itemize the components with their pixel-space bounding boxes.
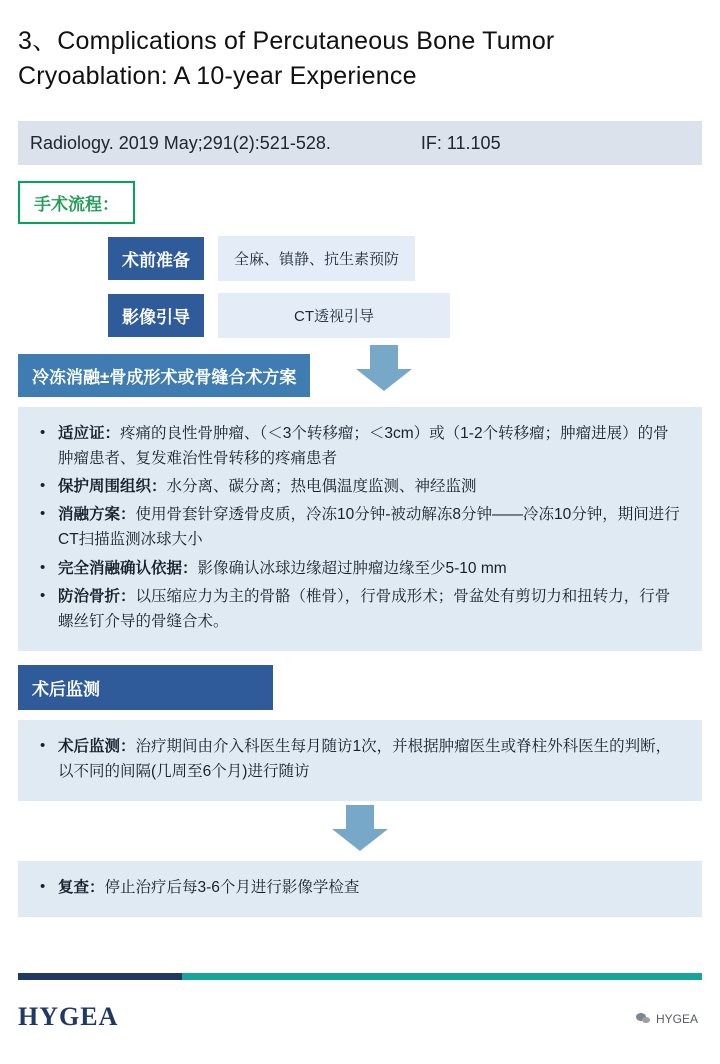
down-arrow-icon-2 [332,805,388,851]
ablation-section-header: 冷冻消融±骨成形术或骨缝合术方案 [18,354,310,397]
footer-divider-navy [18,973,182,980]
post-monitoring-box [18,720,702,801]
step-row-imaging [18,293,702,338]
bullet-term: 复查： [58,879,105,897]
page-title: 3、Complications of Percutaneous Bone Tumor Cryoablation: A 10-year Experience [18,27,555,90]
list-item [58,502,682,552]
bullet-text: 以压缩应力为主的骨骼（椎骨），行骨成形术；骨盆处有剪切力和扭转力，行骨螺丝钉介导的骨缝合术。 [58,587,671,630]
journal-citation-bar [18,121,702,165]
brand-logo: HYGEA [18,1002,119,1031]
step-row-preop [18,236,702,281]
bullet-term: 术后监测： [58,737,136,755]
step-label-imaging: 影像引导 [108,294,204,337]
ablation-content-box [18,407,702,651]
post-monitoring-header: 术后监测 [18,665,273,710]
step-value-imaging: CT透视引导 [218,293,450,338]
ablation-header-row [18,338,702,397]
step-label-preop: 术前准备 [108,237,204,280]
ablation-bullet-list [28,421,692,634]
bullet-term: 防治骨折： [58,587,136,605]
post-monitoring-list [28,734,692,784]
footer-divider [18,973,702,980]
list-item [58,421,682,471]
bullet-text: 水分离、碳分离；热电偶温度监测、神经监测 [166,478,477,496]
followup-box [18,861,702,917]
down-arrow-icon [356,345,412,391]
section-header-wrap [18,165,702,224]
bullet-text: 疼痛的良性骨肿瘤、（＜3个转移瘤；＜3cm）或（1-2个转移瘤；肿瘤进展）的骨肿瘤患者、复发难治性骨转移的疼痛患者 [58,425,669,468]
journal-citation: Radiology. 2019 May;291(2):521-528. [30,132,331,153]
bullet-text: 治疗期间由介入科医生每月随访1次，并根据肿瘤医生或脊柱外科医生的判断，以不同的间隔(几周至6个月)进行随访 [58,737,672,780]
list-item [58,734,682,784]
footer-divider-teal [182,973,702,980]
bullet-term: 消融方案： [58,506,136,524]
wechat-footer [636,1012,698,1026]
list-item [58,474,682,499]
slide-page [0,24,720,1064]
list-item [58,556,682,581]
bullet-term: 保护周围组织： [58,478,167,496]
impact-factor: IF: 11.105 [420,132,501,153]
list-item [58,584,682,634]
wechat-icon [636,1013,651,1026]
wechat-label: HYGEA [655,1012,698,1026]
bullet-term: 适应证： [58,425,121,442]
bullet-text: 使用骨套针穿透骨皮质，冷冻10分钟-被动解冻8分钟——冷冻10分钟，期间进行CT扫描监测冰球大小 [58,506,680,549]
bullet-term: 完全消融确认依据： [58,559,198,577]
step-value-preop: 全麻、镇静、抗生素预防 [218,236,415,281]
bullet-text: 停止治疗后每3-6个月进行影像学检查 [104,879,360,897]
list-item [58,875,682,900]
followup-list [28,875,692,900]
section-header-procedure: 手术流程： [18,181,135,224]
bullet-text: 影像确认冰球边缘超过肿瘤边缘至少5-10 mm [197,559,507,577]
